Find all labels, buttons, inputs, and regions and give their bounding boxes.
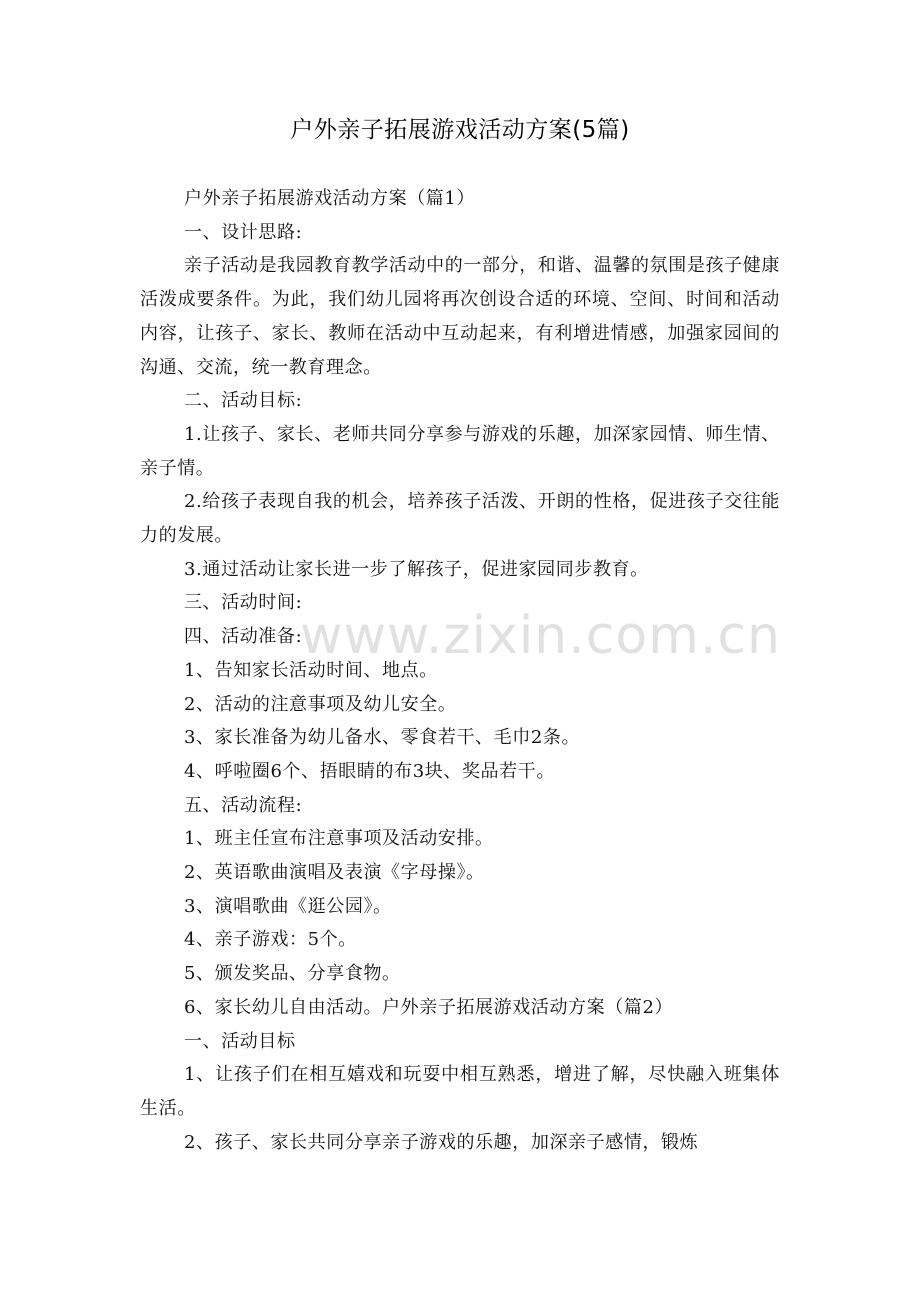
paragraph: 1、告知家长活动时间、地点。 <box>184 659 438 681</box>
paragraph: 3、家长准备为幼儿备水、零食若干、毛巾2条。 <box>184 727 581 749</box>
paragraph: 2、孩子、家长共同分享亲子游戏的乐趣，加深亲子感情，锻炼 <box>184 1131 699 1153</box>
paragraph: 亲子活动是我园教育教学活动中的一部分，和谐、温馨的氛围是孩子健康活泼成要条件。为此，我们幼儿园将再次创设合适的环境、空间、时间和活动内容，让孩子、家长、教师在活动中互动起来，有利增进情感，加强家园间的沟通、交流，统一教育理念。 <box>140 255 780 378</box>
paragraph: 户外亲子拓展游戏活动方案（篇1） <box>184 188 476 209</box>
paragraph: 五、活动流程: <box>184 794 303 816</box>
paragraph: 2.给孩子表现自我的机会，培养孩子活泼、开朗的性格，促进孩子交往能力的发展。 <box>140 491 780 547</box>
paragraph: 2、英语歌曲演唱及表演《字母操》。 <box>184 862 485 884</box>
watermark: www.zixin.com.cn <box>300 606 781 666</box>
paragraph: 三、活动时间: <box>184 592 303 614</box>
paragraph: 1、让孩子们在相互嬉戏和玩耍中相互熟悉，增进了解，尽快融入班集体生活。 <box>140 1064 780 1119</box>
paragraph: 3.通过活动让家长进一步了解孩子，促进家园同步教育。 <box>184 558 649 580</box>
document-body <box>140 182 780 1159</box>
paragraph: 6、家长幼儿自由活动。户外亲子拓展游戏活动方案（篇2） <box>184 996 674 1018</box>
paragraph: 一、活动目标 <box>184 1030 296 1052</box>
paragraph: 1、班主任宣布注意事项及活动安排。 <box>184 828 494 850</box>
paragraph: 4、呼啦圈6个、捂眼睛的布3块、奖品若干。 <box>184 760 555 782</box>
paragraph: 2、活动的注意事项及幼儿安全。 <box>184 693 457 715</box>
paragraph: 四、活动准备: <box>184 626 303 648</box>
paragraph: 1.让孩子、家长、老师共同分享参与游戏的乐趣，加深家园情、师生情、亲子情。 <box>140 423 780 479</box>
paragraph: 5、颁发奖品、分享食物。 <box>184 963 401 985</box>
paragraph: 4、亲子游戏：5个。 <box>184 929 357 951</box>
paragraph: 3、演唱歌曲《逛公园》。 <box>184 895 392 917</box>
paragraph: 一、设计思路: <box>184 221 303 243</box>
document-title: 户外亲子拓展游戏活动方案(5篇) <box>290 117 630 143</box>
paragraph: 二、活动目标: <box>184 390 303 412</box>
